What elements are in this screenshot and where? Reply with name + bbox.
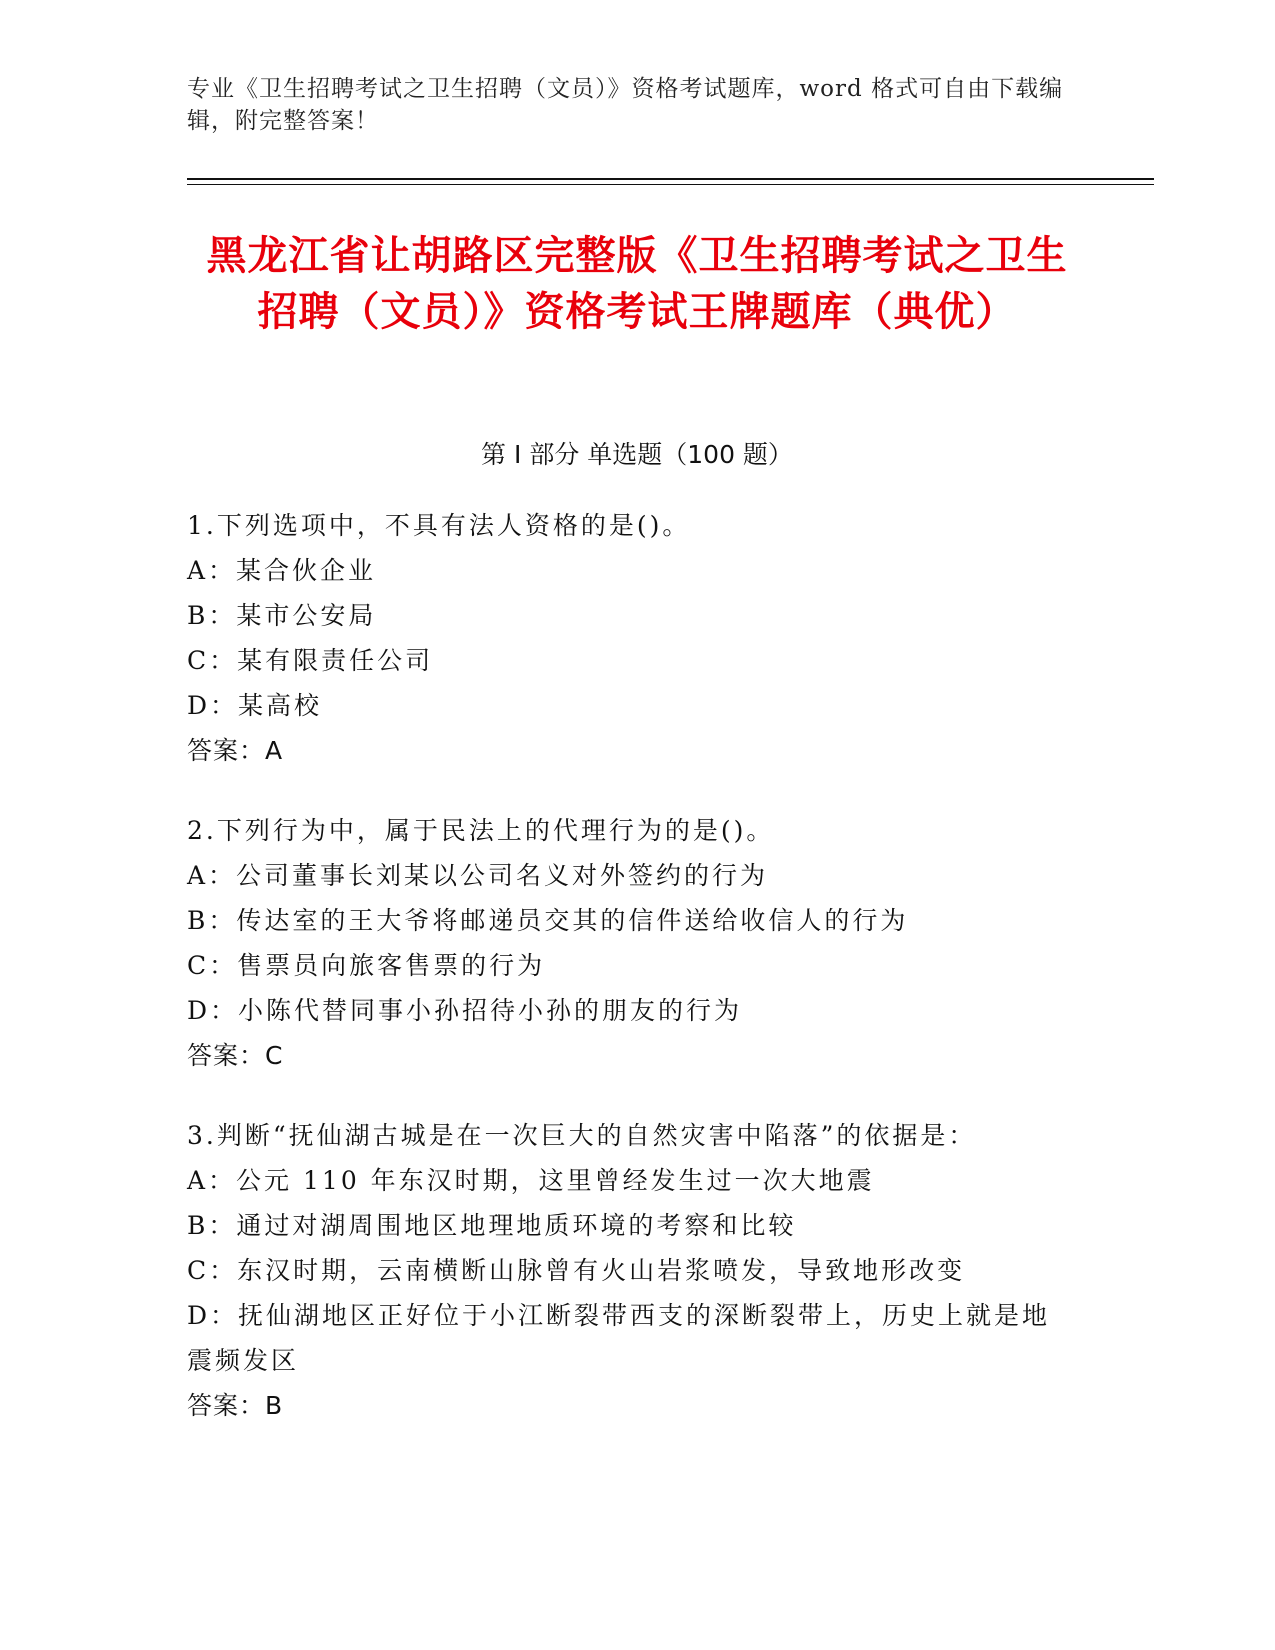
header-divider-thin [187,184,1154,185]
answer-line [187,728,1067,773]
option-b: B：传达室的王大爷将邮递员交其的信件送给收信人的行为 [187,906,909,935]
section-title: 第 I 部分 单选题（100 题） [481,440,793,469]
option-c: C：某有限责任公司 [187,646,434,675]
question-3 [187,1113,1067,1428]
question-2 [187,808,1067,1078]
option-c: C：售票员向旅客售票的行为 [187,951,546,980]
answer-value: B [265,1391,284,1420]
question-1 [187,503,1067,773]
option-b: B：某市公安局 [187,601,377,630]
answer-value: C [265,1041,284,1070]
document-title: 黑龙江省让胡路区完整版《卫生招聘考试之卫生招聘（文员）》资格考试王牌题库（典优） [206,233,1068,335]
question-stem: 2.下列行为中，属于民法上的代理行为的是()。 [187,816,775,845]
answer-label: 答案： [187,1041,266,1070]
answer-line [187,1033,1067,1078]
option-a: A：某合伙企业 [187,556,377,585]
answer-label: 答案： [187,736,266,765]
option-a: A：公司董事长刘某以公司名义对外签约的行为 [187,861,769,890]
header-note: 专业《卫生招聘考试之卫生招聘（文员）》资格考试题库，word 格式可自由下载编辑，附完整答案！ [187,76,1064,134]
answer-line [187,1383,1067,1428]
question-stem: 1.下列选项中，不具有法人资格的是()。 [187,511,691,540]
header-divider-thick [187,178,1154,180]
option-a: A：公元 110 年东汉时期，这里曾经发生过一次大地震 [187,1166,875,1195]
option-c: C：东汉时期，云南横断山脉曾有火山岩浆喷发，导致地形改变 [187,1256,966,1285]
option-d: D：某高校 [187,691,323,720]
option-d: D：小陈代替同事小孙招待小孙的朋友的行为 [187,996,743,1025]
option-b: B：通过对湖周围地区地理地质环境的考察和比较 [187,1211,797,1240]
answer-label: 答案： [187,1391,266,1420]
answer-value: A [265,736,284,765]
question-stem: 3.判断“抚仙湖古城是在一次巨大的自然灾害中陷落”的依据是： [187,1121,977,1150]
option-d: D：抚仙湖地区正好位于小江断裂带西支的深断裂带上，历史上就是地震频发区 [187,1301,1051,1375]
